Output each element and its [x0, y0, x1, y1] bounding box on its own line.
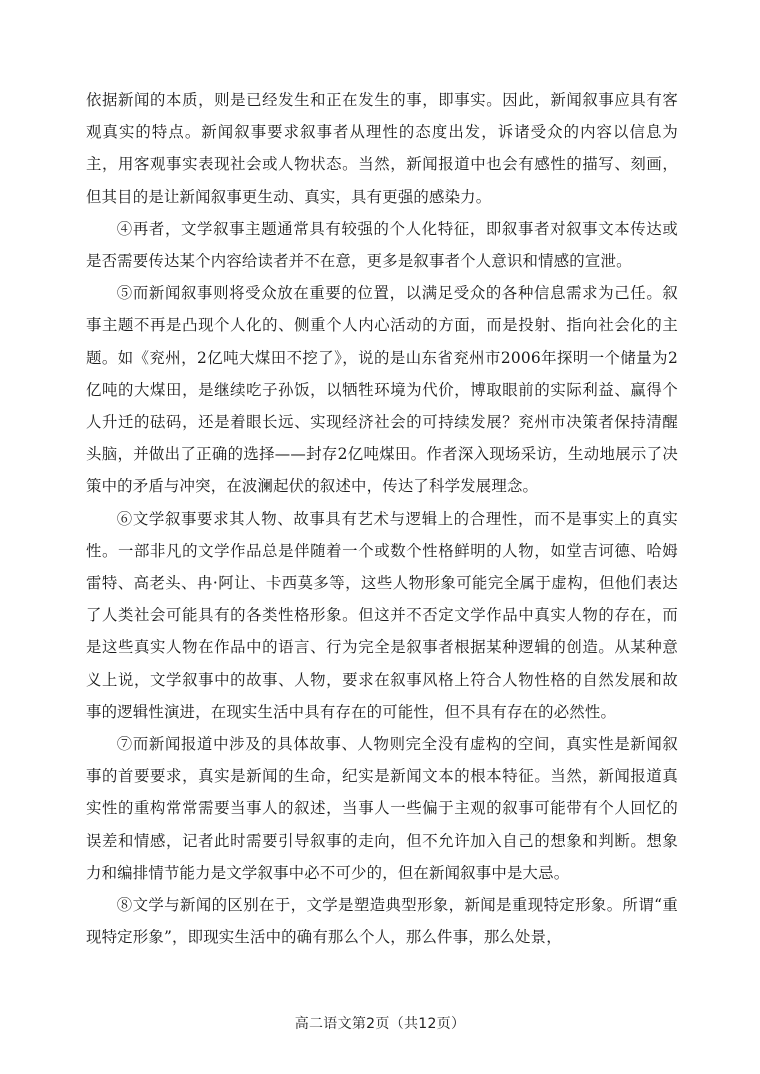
page-footer: 高二语文第2页（共12页） [294, 1016, 466, 1032]
paragraph-8: ⑧文学与新闻的区别在于，文学是塑造典型形象，新闻是重现特定形象。所谓“重现特定形象”，即现实生活中的确有那么个人，那么件事，那么处景， [86, 896, 678, 947]
paragraph-5: ⑤而新闻叙事则将受众放在重要的位置，以满足受众的各种信息需求为己任。叙事主题不再是凸现个人化的、侧重个人内心活动的方面，而是投射、指向社会化的主题。如《兖州，2亿吨大煤田不挖了》，说的是山东省兖州市2006年探明一个储量为2亿吨的大煤田，是继续吃子孙饭，以牺牲环境为代价，博取眼前的实际利益、赢得个人升迁的砝码，还是着眼长远、实现经济社会的可持续发展？兖州市决策者保持清醒头脑，并做出了正确的选择——封存2亿吨煤田。作者深入现场采访，生动地展示了决策中的矛盾与冲突，在波澜起伏的叙述中，传达了科学发展理念。 [86, 284, 678, 496]
body-text [86, 84, 678, 953]
paragraph-6: ⑥文学叙事要求其人物、故事具有艺术与逻辑上的合理性，而不是事实上的真实性。一部非凡的文学作品总是伴随着一个或数个性格鲜明的人物，如堂吉诃德、哈姆雷特、高老头、冉·阿让、卡西莫多等，这些人物形象可能完全属于虚构，但他们表达了人类社会可能具有的各类性格形象。但这并不否定文学作品中真实人物的存在，而是这些真实人物在作品中的语言、行为完全是叙事者根据某种逻辑的创造。从某种意义上说，文学叙事中的故事、人物，要求在叙事风格上符合人物性格的自然发展和故事的逻辑性演进，在现实生活中具有存在的可能性，但不具有存在的必然性。 [86, 509, 678, 721]
paragraph-7: ⑦而新闻报道中涉及的具体故事、人物则完全没有虚构的空间，真实性是新闻叙事的首要要求，真实是新闻的生命，纪实是新闻文本的根本特征。当然，新闻报道真实性的重构常常需要当事人的叙述，当事人一些偏于主观的叙事可能带有个人回忆的误差和情感，记者此时需要引导叙事的走向，但不允许加入自己的想象和判断。想象力和编排情节能力是文学叙事中必不可少的，但在新闻叙事中是大忌。 [86, 735, 678, 882]
paragraph-4: ④再者，文学叙事主题通常具有较强的个人化特征，即叙事者对叙事文本传达或是否需要传达某个内容给读者并不在意，更多是叙事者个人意识和情感的宣泄。 [86, 219, 678, 271]
paragraph-continued: 依据新闻的本质，则是已经发生和正在发生的事，即事实。因此，新闻叙事应具有客观真实的特点。新闻叙事要求叙事者从理性的态度出发，诉诸受众的内容以信息为主，用客观事实表现社会或人物状态。当然，新闻报道中也会有感性的描写、刻画，但其目的是让新闻叙事更生动、真实，具有更强的感染力。 [86, 91, 678, 206]
